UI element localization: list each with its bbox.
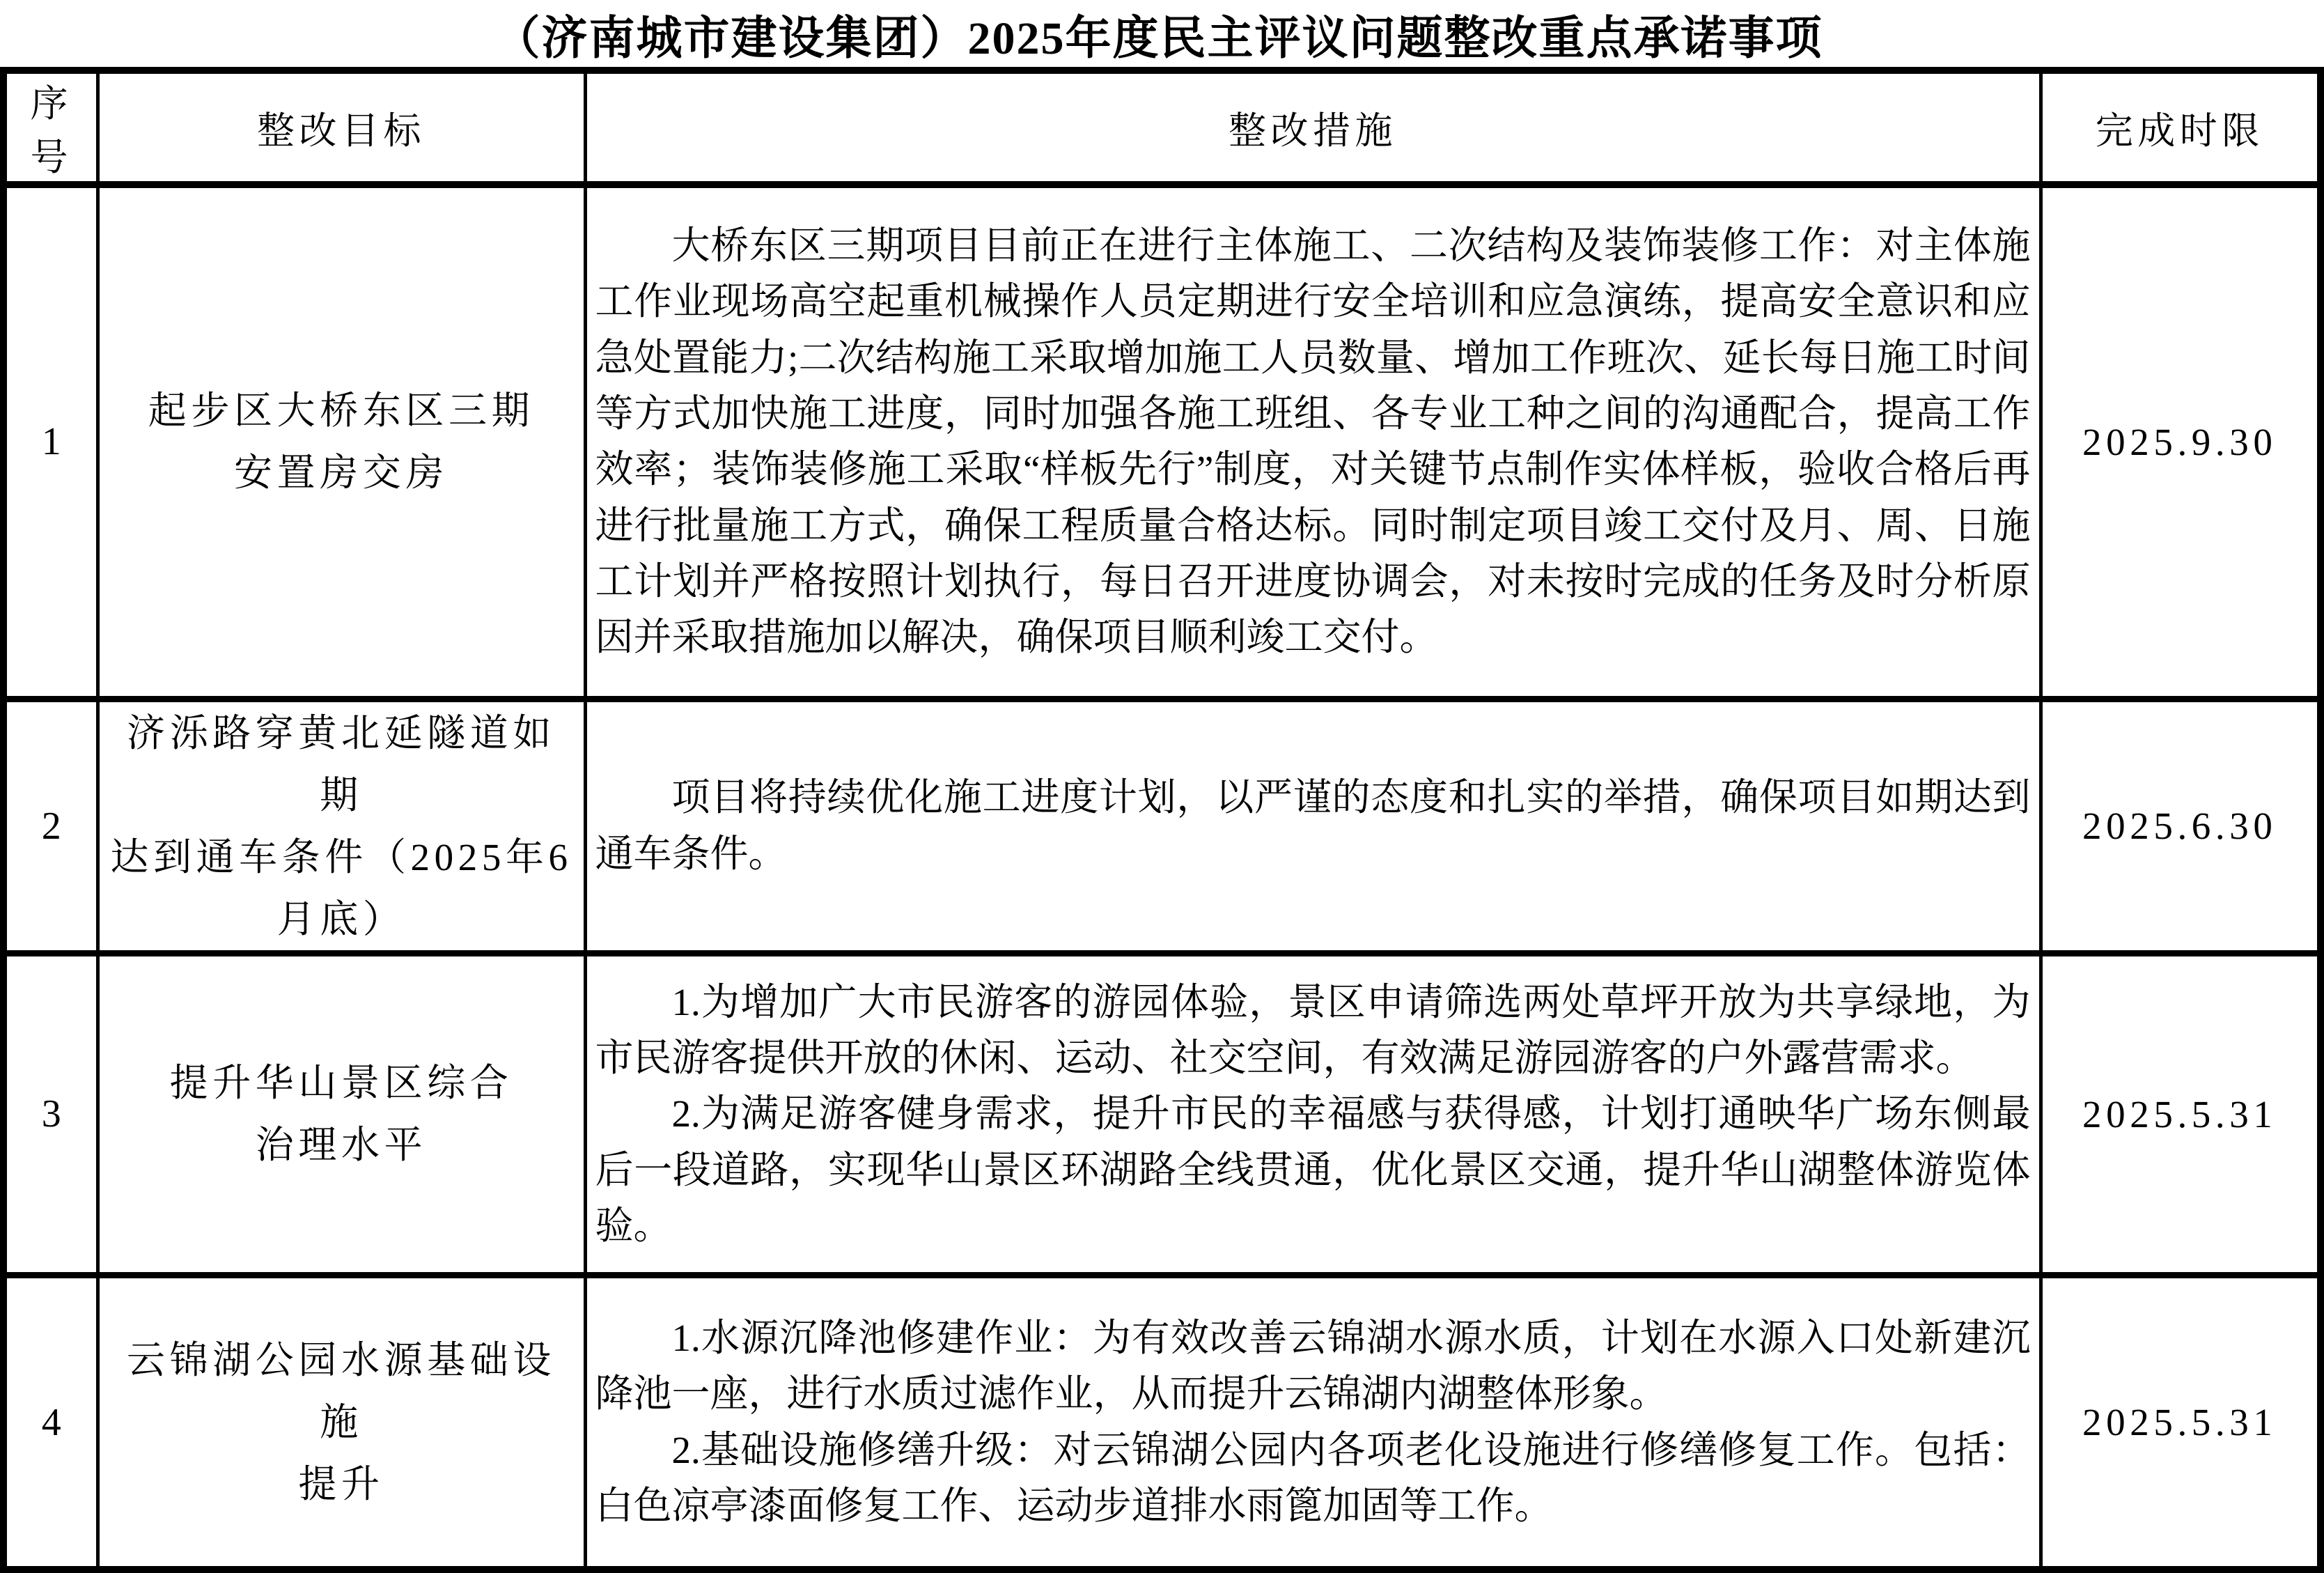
completion-deadline: 2025.9.30 xyxy=(2041,185,2321,699)
header-row xyxy=(3,70,2321,185)
target-line: 云锦湖公园水源基础设施 xyxy=(126,1338,556,1444)
measure-paragraph: 2.基础设施修缮升级：对云锦湖公园内各项老化设施进行修缮修复工作。包括：白色凉亭漆面修复工作、运动步道排水雨篦加固等工作。 xyxy=(595,1428,2031,1527)
table-row xyxy=(3,1275,2321,1570)
serial-number: 1 xyxy=(3,185,98,699)
target-line: 月底） xyxy=(276,897,406,940)
target-line: 起步区大桥东区三期 xyxy=(148,389,535,433)
target-line: 济泺路穿黄北延隧道如期 xyxy=(126,711,556,816)
serial-number: 3 xyxy=(3,953,98,1275)
rectification-target xyxy=(98,185,585,699)
rectification-measures xyxy=(585,953,2041,1275)
serial-number: 2 xyxy=(3,699,98,953)
header-rectification-target: 整改目标 xyxy=(98,70,585,185)
rectification-measures xyxy=(585,699,2041,953)
completion-deadline: 2025.5.31 xyxy=(2041,1275,2321,1570)
target-line: 达到通车条件（2025年6 xyxy=(110,835,572,878)
page-title: （济南城市建设集团）2025年度民主评议问题整改重点承诺事项 xyxy=(494,13,1823,64)
measure-paragraph: 项目将持续优化施工进度计划，以严谨的态度和扎实的举措，确保项目如期达到通车条件。 xyxy=(595,776,2031,875)
measure-paragraph: 2.为满足游客健身需求，提升市民的幸福感与获得感，计划打通映华广场东侧最后一段道路，实现华山景区环湖路全线贯通，优化景区交通，提升华山湖整体游览体验。 xyxy=(595,1092,2031,1247)
rectification-measures xyxy=(585,185,2041,699)
measure-paragraph: 1.为增加广大市民游客的游园体验，景区申请筛选两处草坪开放为共享绿地，为市民游客提供开放的休闲、运动、社交空间，有效满足游园游客的户外露营需求。 xyxy=(595,980,2031,1079)
rectification-commitments-table xyxy=(0,67,2324,1573)
target-line: 提升华山景区综合 xyxy=(169,1062,513,1105)
completion-deadline: 2025.6.30 xyxy=(2041,699,2321,953)
measure-paragraph: 大桥东区三期项目目前正在进行主体施工、二次结构及装饰装修工作：对主体施工作业现场高空起重机械操作人员定期进行安全培训和应急演练，提高安全意识和应急处置能力;二次结构施工采取增加施工人员数量、增加工作班次、延长每日施工时间等方式加快施工进度，同时加强各施工班组、各专业工种之间的沟通配合，提高工作效率；装饰装修施工采取“样板先行”制度，对关键节点制作实体样板，验收合格后再进行批量施工方式，确保工程质量合格达标。同时制定项目竣工交付及月、周、日施工计划并严格按照计划执行，每日召开进度协调会，对未按时完成的任务及时分析原因并采取措施加以解决，确保项目顺利竣工交付。 xyxy=(595,224,2031,659)
target-line: 提升 xyxy=(298,1463,384,1506)
completion-deadline: 2025.5.31 xyxy=(2041,953,2321,1275)
measure-paragraph: 1.水源沉降池修建作业：为有效改善云锦湖水源水质，计划在水源入口处新建沉降池一座，进行水质过滤作业，从而提升云锦湖内湖整体形象。 xyxy=(595,1317,2031,1416)
rectification-target xyxy=(98,699,585,953)
table-header xyxy=(3,70,2321,185)
rectification-target xyxy=(98,953,585,1275)
target-line: 治理水平 xyxy=(255,1124,428,1167)
rectification-target xyxy=(98,1275,585,1570)
header-completion-deadline: 完成时限 xyxy=(2041,70,2321,185)
table-row xyxy=(3,699,2321,953)
header-serial-number: 序号 xyxy=(3,70,98,185)
table-row xyxy=(3,185,2321,699)
serial-number: 4 xyxy=(3,1275,98,1570)
header-rectification-measures: 整改措施 xyxy=(585,70,2041,185)
table-row xyxy=(3,953,2321,1275)
target-line: 安置房交房 xyxy=(233,451,449,495)
rectification-measures xyxy=(585,1275,2041,1570)
